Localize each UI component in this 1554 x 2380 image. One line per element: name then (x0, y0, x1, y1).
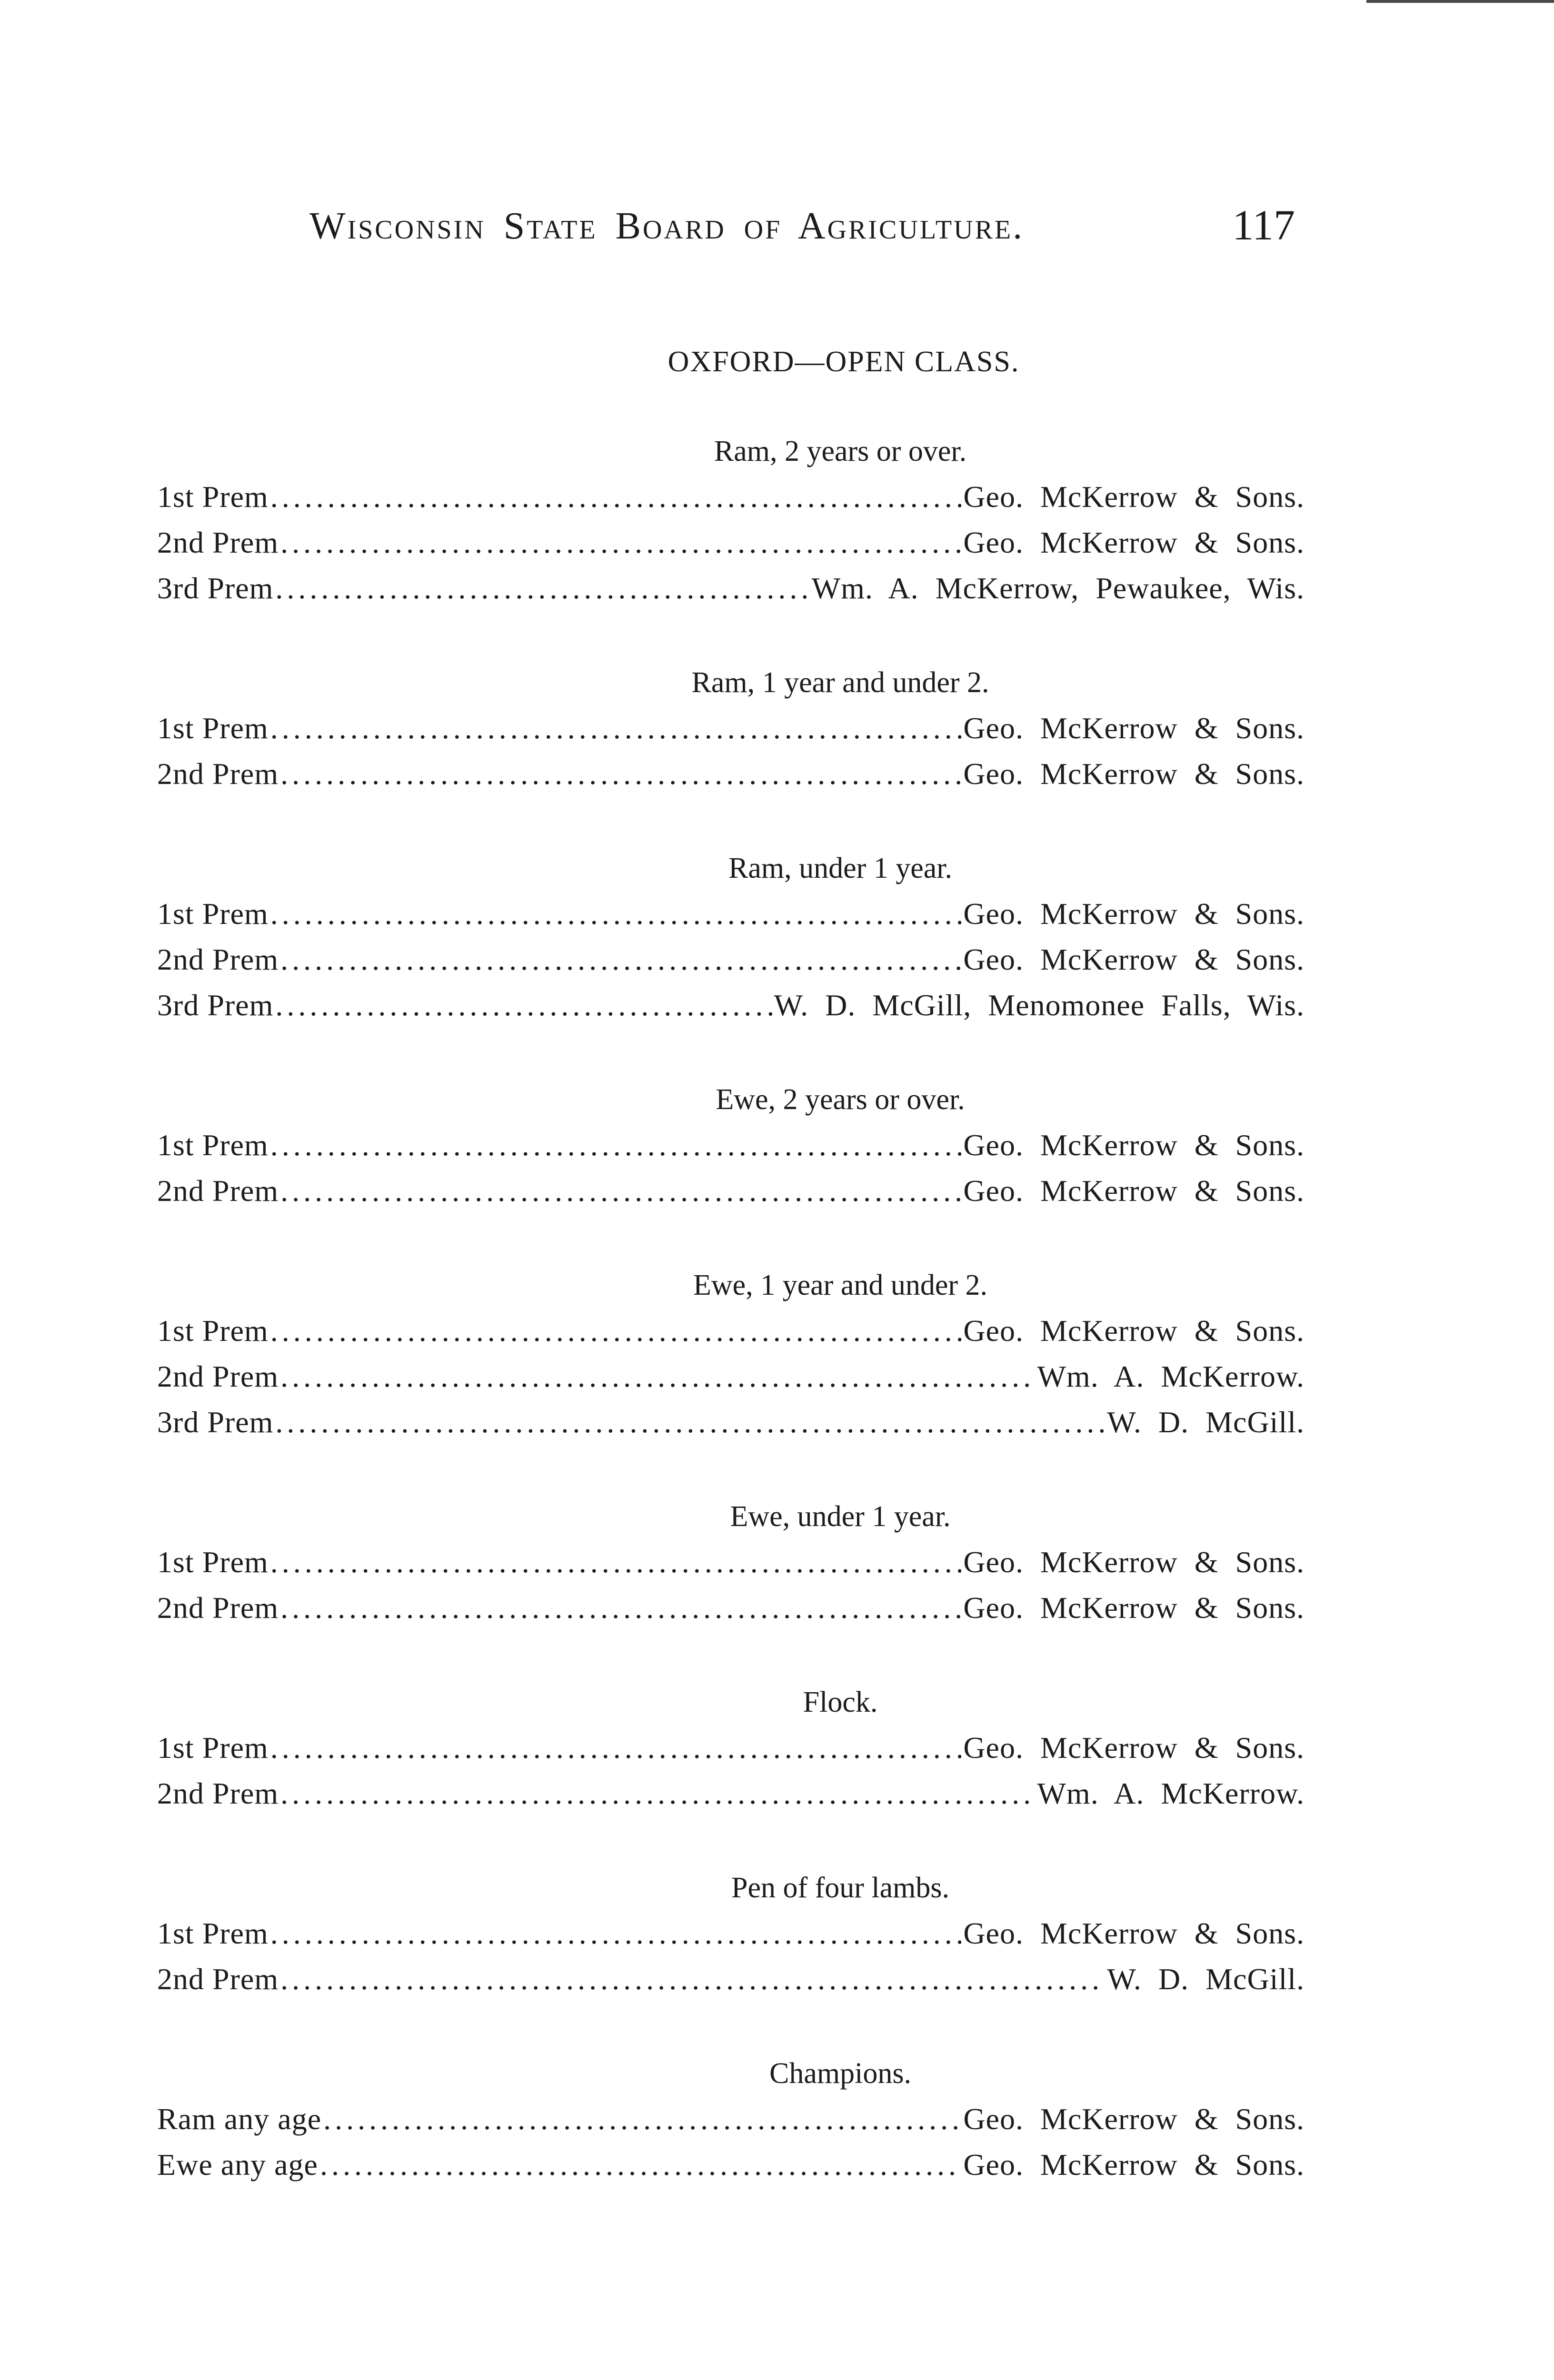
section-pen-of-four-lambs (157, 1870, 1305, 2002)
entry-place: 2nd Prem (157, 1174, 279, 1208)
section-title: Pen of four lambs. (731, 1872, 950, 1904)
entry-place: 2nd Prem (157, 526, 279, 559)
dot-leader (270, 891, 962, 937)
entry-winner: Geo. McKerrow & Sons. (963, 1545, 1305, 1579)
entry-winner: Geo. McKerrow & Sons. (963, 1591, 1305, 1625)
entry-winner: Geo. McKerrow & Sons. (963, 1128, 1305, 1162)
entry-place: 2nd Prem (157, 1776, 279, 1810)
dot-leader (270, 1725, 962, 1771)
section-ewe-1-year-and-under-2 (157, 1267, 1305, 1445)
entry-place: 1st Prem (157, 711, 269, 745)
entry-place: 3rd Prem (157, 571, 274, 605)
entry-winner: Geo. McKerrow & Sons. (963, 1916, 1305, 1950)
entry-place: 1st Prem (157, 480, 269, 514)
dot-leader (280, 937, 961, 982)
entry-place: 2nd Prem (157, 942, 279, 976)
entry-winner: W. D. McGill. (1107, 1405, 1305, 1439)
dot-leader (280, 1585, 961, 1631)
entry-winner: Geo. McKerrow & Sons. (963, 711, 1305, 745)
entry-row (157, 2142, 1305, 2188)
section-ram-2-years-or-over (157, 433, 1305, 611)
entry-place: 3rd Prem (157, 1405, 274, 1439)
entry-row (157, 2096, 1305, 2142)
section-ram-under-1-year (157, 850, 1305, 1028)
entry-row (157, 1725, 1305, 1771)
entry-place: 1st Prem (157, 1545, 269, 1579)
section-title: Flock. (803, 1686, 878, 1718)
entry-row (157, 1354, 1305, 1399)
dot-leader (275, 1399, 1105, 1445)
section-title: Ram, under 1 year. (728, 852, 953, 884)
section-ewe-under-1-year (157, 1498, 1305, 1631)
dot-leader (320, 2142, 961, 2188)
section-title: Ewe, under 1 year. (730, 1500, 951, 1533)
entry-row (157, 751, 1305, 797)
entry-row (157, 520, 1305, 565)
dot-leader (323, 2096, 961, 2142)
entry-row (157, 1308, 1305, 1354)
page-number: 117 (1232, 202, 1295, 249)
entry-place: 1st Prem (157, 1916, 269, 1950)
top-edge-rule (1366, 0, 1554, 3)
entry-row (157, 1771, 1305, 1816)
section-title: Ram, 1 year and under 2. (691, 666, 989, 699)
section-flock (157, 1684, 1305, 1816)
entry-winner: Wm. A. McKerrow, Pewaukee, Wis. (811, 571, 1305, 605)
entry-place: 2nd Prem (157, 1359, 279, 1393)
entry-place: 3rd Prem (157, 988, 274, 1022)
entry-row (157, 1122, 1305, 1168)
section-champions (157, 2055, 1305, 2188)
entry-winner: Geo. McKerrow & Sons. (963, 2148, 1305, 2182)
dot-leader (270, 1539, 962, 1585)
dot-leader (280, 520, 961, 565)
entry-winner: Geo. McKerrow & Sons. (963, 526, 1305, 559)
dot-leader (270, 705, 962, 751)
entry-row (157, 474, 1305, 520)
entry-place: Ram any age (157, 2102, 322, 2136)
premium-list (157, 433, 1305, 2241)
dot-leader (270, 1122, 962, 1168)
dot-leader (280, 751, 961, 797)
entry-winner: Geo. McKerrow & Sons. (963, 1731, 1305, 1765)
section-title: Ewe, 1 year and under 2. (693, 1269, 988, 1301)
class-title: OXFORD—OPEN CLASS. (667, 346, 1020, 378)
entry-row (157, 1911, 1305, 1956)
entry-winner: Geo. McKerrow & Sons. (963, 757, 1305, 791)
entry-place: Ewe any age (157, 2148, 318, 2182)
entry-place: 2nd Prem (157, 1591, 279, 1625)
dot-leader (275, 565, 809, 611)
entry-place: 1st Prem (157, 1314, 269, 1348)
entry-row (157, 1585, 1305, 1631)
entry-row (157, 891, 1305, 937)
entry-place: 2nd Prem (157, 1962, 279, 1996)
entry-row (157, 1956, 1305, 2002)
dot-leader (280, 1956, 1105, 2002)
entry-winner: Wm. A. McKerrow. (1037, 1776, 1305, 1810)
entry-place: 1st Prem (157, 1128, 269, 1162)
entry-row (157, 1168, 1305, 1214)
dot-leader (280, 1354, 1035, 1399)
entry-row (157, 705, 1305, 751)
dot-leader (270, 1308, 962, 1354)
dot-leader (280, 1168, 961, 1214)
entry-winner: Wm. A. McKerrow. (1037, 1359, 1305, 1393)
entry-winner: Geo. McKerrow & Sons. (963, 1174, 1305, 1208)
section-title: Ewe, 2 years or over. (716, 1083, 965, 1116)
entry-row (157, 937, 1305, 982)
dot-leader (270, 1911, 962, 1956)
running-head-title: Wisconsin State Board of Agriculture. (309, 205, 1025, 247)
entry-place: 1st Prem (157, 897, 269, 931)
entry-row (157, 565, 1305, 611)
entry-winner: W. D. McGill, Menomonee Falls, Wis. (774, 988, 1305, 1022)
entry-winner: Geo. McKerrow & Sons. (963, 2102, 1305, 2136)
section-ram-1-year-and-under-2 (157, 664, 1305, 797)
dot-leader (280, 1771, 1035, 1816)
entry-winner: Geo. McKerrow & Sons. (963, 942, 1305, 976)
entry-place: 2nd Prem (157, 757, 279, 791)
section-ewe-2-years-or-over (157, 1081, 1305, 1214)
entry-row (157, 1399, 1305, 1445)
entry-winner: Geo. McKerrow & Sons. (963, 480, 1305, 514)
section-title: Champions. (769, 2057, 911, 2090)
running-head (309, 202, 1305, 262)
entry-row (157, 1539, 1305, 1585)
entry-winner: Geo. McKerrow & Sons. (963, 1314, 1305, 1348)
entry-winner: W. D. McGill. (1107, 1962, 1305, 1996)
entry-row (157, 982, 1305, 1028)
entry-winner: Geo. McKerrow & Sons. (963, 897, 1305, 931)
entry-place: 1st Prem (157, 1731, 269, 1765)
dot-leader (270, 474, 962, 520)
section-title: Ram, 2 years or over. (714, 435, 967, 467)
dot-leader (275, 982, 772, 1028)
